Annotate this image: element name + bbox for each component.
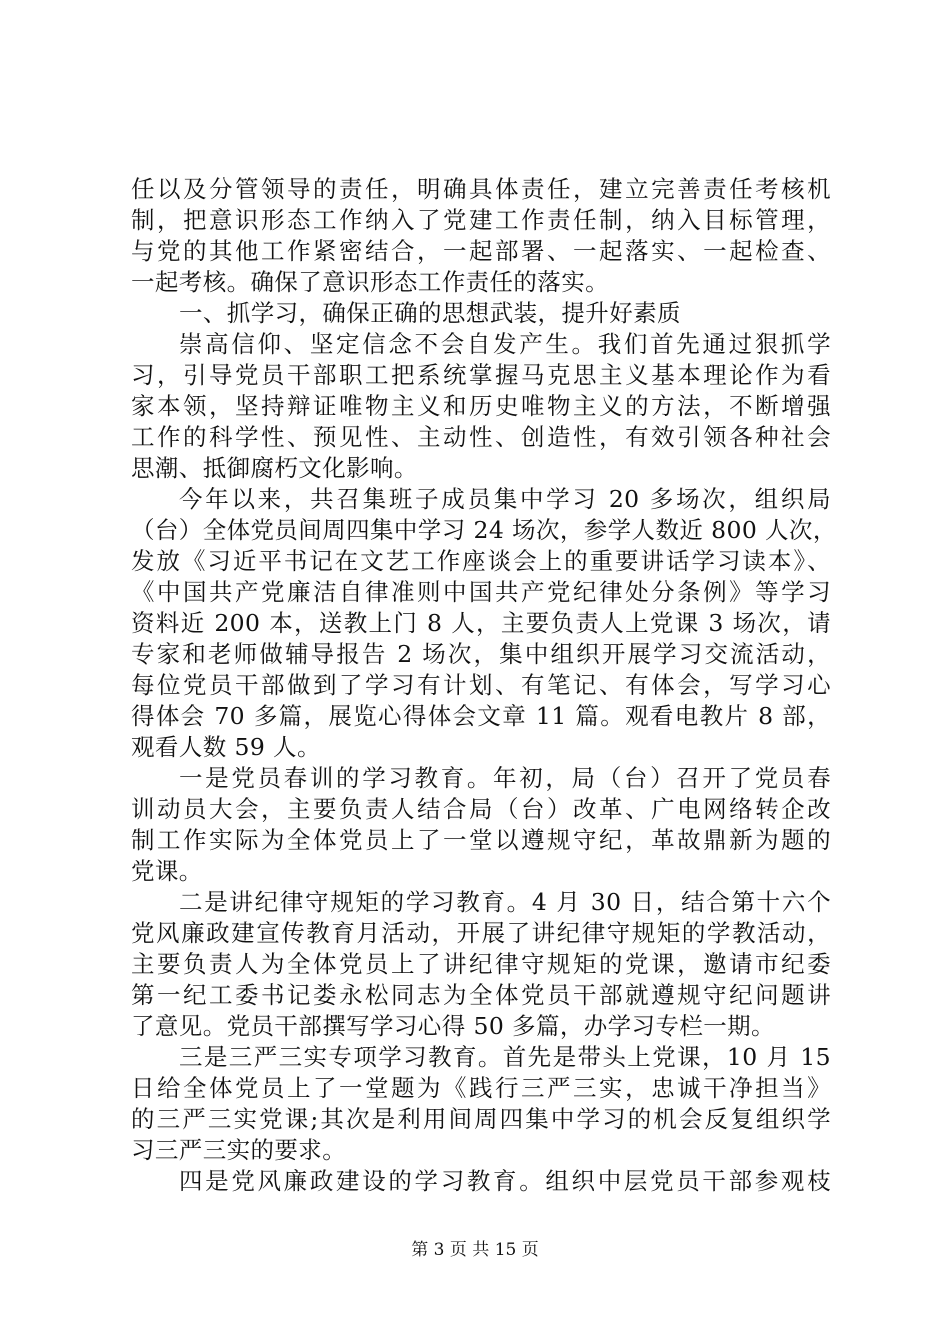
text-line: 与党的其他工作紧密结合，一起部署、一起落实、一起检查、 <box>131 237 831 265</box>
text-line: 思潮、抵御腐朽文化影响。 <box>131 454 418 482</box>
text-line: 了意见。党员干部撰写学习心得 50 多篇，办学习专栏一期。 <box>131 1012 775 1040</box>
text-line: 习，引导党员干部职工把系统掌握马克思主义基本理论作为看 <box>131 361 831 389</box>
paragraph-start: 崇高信仰、坚定信念不会自发产生。我们首先通过狠抓学 <box>179 330 831 358</box>
text-line: 资料近 200 本，送教上门 8 人，主要负责人上党课 3 场次，请 <box>131 609 831 637</box>
text-line: 制，把意识形态工作纳入了党建工作责任制，纳入目标管理， <box>131 206 831 234</box>
paragraph-start: 二是讲纪律守规矩的学习教育。4 月 30 日，结合第十六个 <box>179 888 831 916</box>
text-line: 党课。 <box>131 857 203 885</box>
paragraph-start: 一是党员春训的学习教育。年初，局（台）召开了党员春 <box>179 764 831 792</box>
document-body <box>131 174 837 1197</box>
text-line: 专家和老师做辅导报告 2 场次，集中组织开展学习交流活动， <box>131 640 831 668</box>
text-line: 训动员大会，主要负责人结合局（台）改革、广电网络转企改 <box>131 795 831 823</box>
text-line: 得体会 70 多篇，展览心得体会文章 11 篇。观看电教片 8 部， <box>131 702 831 730</box>
text-line: 任以及分管领导的责任，明确具体责任，建立完善责任考核机 <box>131 175 831 203</box>
text-line: 《中国共产党廉洁自律准则中国共产党纪律处分条例》等学习 <box>131 578 831 606</box>
text-line: 的三严三实党课;其次是利用间周四集中学习的机会反复组织学 <box>131 1105 831 1133</box>
section-heading: 一、抓学习，确保正确的思想武装，提升好素质 <box>179 299 681 327</box>
page-number-footer: 第 3 页 共 15 页 <box>411 1240 539 1260</box>
text-line: （台）全体党员间周四集中学习 24 场次，参学人数近 800 人次， <box>131 516 837 544</box>
text-line: 发放《习近平书记在文艺工作座谈会上的重要讲话学习读本》、 <box>131 547 831 575</box>
text-line: 习三严三实的要求。 <box>131 1136 347 1164</box>
paragraph-start: 三是三严三实专项学习教育。首先是带头上党课，10 月 15 <box>179 1043 831 1071</box>
text-line: 家本领，坚持辩证唯物主义和历史唯物主义的方法，不断增强 <box>131 392 831 420</box>
text-line: 每位党员干部做到了学习有计划、有笔记、有体会，写学习心 <box>131 671 831 699</box>
paragraph-start: 四是党风廉政建设的学习教育。组织中层党员干部参观枝 <box>179 1167 831 1195</box>
text-line: 主要负责人为全体党员上了讲纪律守规矩的党课，邀请市纪委 <box>131 950 831 978</box>
text-line: 一起考核。确保了意识形态工作责任的落实。 <box>131 268 609 296</box>
text-line: 工作的科学性、预见性、主动性、创造性，有效引领各种社会 <box>131 423 831 451</box>
text-line: 第一纪工委书记娄永松同志为全体党员干部就遵规守纪问题讲 <box>131 981 831 1009</box>
text-line: 制工作实际为全体党员上了一堂以遵规守纪，革故鼎新为题的 <box>131 826 831 854</box>
paragraph-start: 今年以来，共召集班子成员集中学习 20 多场次，组织局 <box>179 485 831 513</box>
text-line: 党风廉政建宣传教育月活动，开展了讲纪律守规矩的学教活动， <box>131 919 831 947</box>
text-line: 观看人数 59 人。 <box>131 733 321 761</box>
text-line: 日给全体党员上了一堂题为《践行三严三实，忠诚干净担当》 <box>131 1074 831 1102</box>
